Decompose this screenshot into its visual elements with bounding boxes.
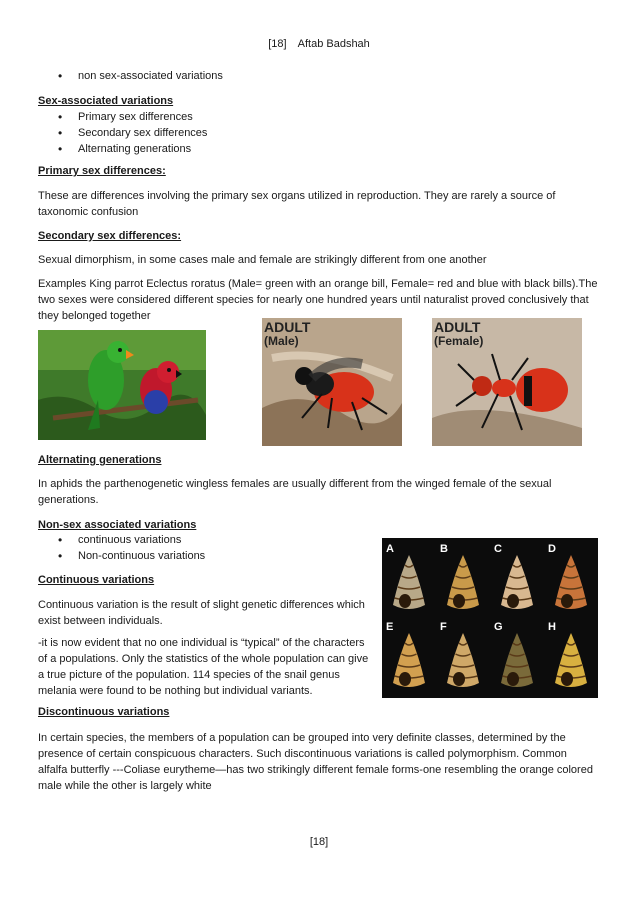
continuous-paragraph-1: Continuous variation is the result of slight genetic differences which exist between individuals.	[38, 599, 365, 627]
snail-label-a: A	[386, 543, 394, 555]
female-caption-sub: (Female)	[434, 334, 484, 348]
snail-label-e: E	[386, 621, 394, 633]
discontinuous-paragraph: In certain species, the members of a population can be grouped into very definite classes, determined by the presence of certain conspicuous characters. Such discontinuous variations is called polymorphism. Common alfalfa butterfly ---Coliase eurytheme—has two strikingly different female forms-one resembling the orange colored male while the other is largely white	[38, 732, 593, 792]
snail-shells-illustration	[382, 538, 598, 698]
snail-label-c: C	[494, 543, 502, 555]
list-item: • non sex-associated variations	[58, 68, 223, 84]
page-footer: [18]	[309, 836, 329, 848]
header-page-number: [18]	[268, 38, 287, 50]
list-item: • continuous variations	[58, 532, 205, 548]
snail-shell-b	[447, 555, 479, 609]
list-item: • Primary sex differences	[58, 109, 207, 125]
snail-shell-e	[393, 633, 425, 687]
secondary-paragraph-1: Sexual dimorphism, in some cases male and female are strikingly different from one another	[38, 254, 487, 266]
primary-paragraph: These are differences involving the primary sex organs utilized in reproduction. They are rarely a source of taxonomic confusion	[38, 190, 556, 218]
snail-shell-g	[501, 633, 533, 687]
secondary-paragraph-2: Examples King parrot Eclectus roratus (Male= green with an orange bill, Female= red and blue with black bills).The two sexes were considered different species for nearly one hundred years until naturalist proved conclusively that they belonged together	[38, 278, 598, 322]
list-item: • Non-continuous variations	[58, 548, 205, 564]
top-bullet-list	[58, 68, 223, 84]
snail-shell-d	[555, 555, 587, 609]
section-heading-non-sex: Non-sex associated variations	[38, 519, 197, 531]
snail-shell-h	[555, 633, 587, 687]
male-caption-sub: (Male)	[264, 334, 299, 348]
header-author: Aftab Badshah	[297, 38, 370, 50]
snail-shell-f	[447, 633, 479, 687]
section-heading-alternating: Alternating generations	[38, 454, 162, 466]
snail-shells-image	[382, 538, 598, 698]
snail-shell-c	[501, 555, 533, 609]
parrots-image	[38, 330, 206, 440]
alternating-paragraph: In aphids the parthenogenetic wingless females are usually different from the winged female of the sexual generations.	[38, 478, 552, 506]
snail-shell-a	[393, 555, 425, 609]
page-header	[0, 38, 638, 50]
section-heading-sex-associated: Sex-associated variations	[38, 95, 174, 107]
female-caption-title: ADULT	[434, 319, 481, 335]
snail-label-g: G	[494, 621, 503, 633]
list-item: • Secondary sex differences	[58, 125, 207, 141]
adult-male-ant-image	[262, 318, 402, 446]
sex-associated-list	[58, 109, 207, 157]
adult-female-ant-image	[432, 318, 582, 446]
continuous-paragraph-2: -it is now evident that no one individual is “typical” of the characters of a populations. Only the statistics of the whole population can give a true picture of the population. 114 species of the snail genus melania were found to be nothing but individual variants.	[38, 637, 369, 697]
snail-label-h: H	[548, 621, 556, 633]
snail-label-f: F	[440, 621, 447, 633]
section-heading-primary: Primary sex differences:	[38, 165, 166, 177]
snail-label-d: D	[548, 543, 556, 555]
list-item: • Alternating generations	[58, 141, 207, 157]
snail-label-b: B	[440, 543, 448, 555]
male-caption-title: ADULT	[264, 319, 311, 335]
section-heading-discontinuous: Discontinuous variations	[38, 706, 170, 718]
non-sex-list	[58, 532, 205, 564]
section-heading-continuous: Continuous variations	[38, 574, 155, 586]
section-heading-secondary: Secondary sex differences:	[38, 230, 182, 242]
parrots-illustration	[38, 330, 206, 440]
